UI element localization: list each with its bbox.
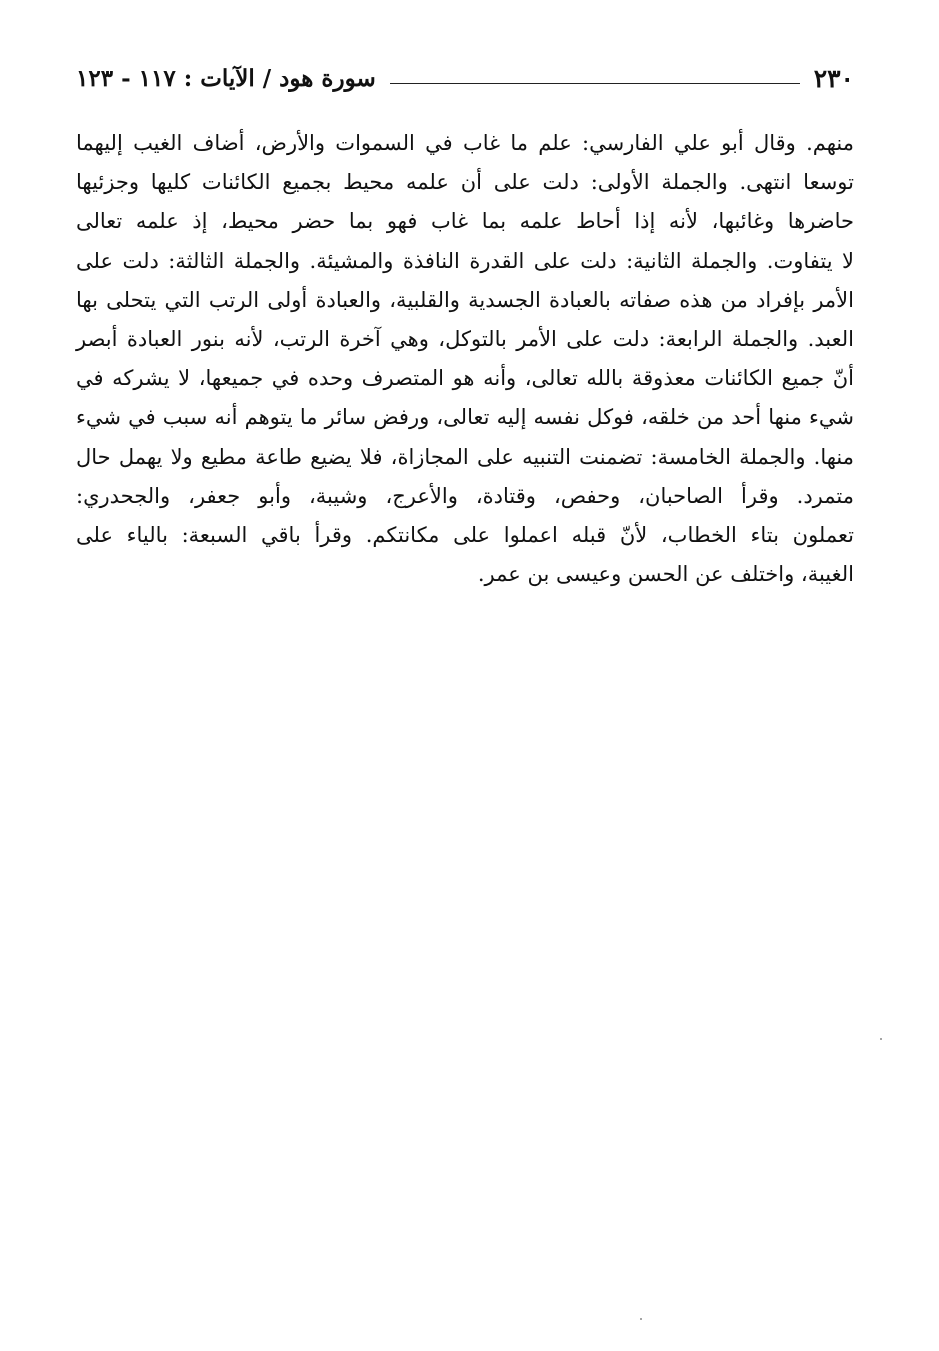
text-line: أنّ جميع الكائنات معذوقة بالله تعالى، وأنه هو المتصرف وحده في جميعها، لا يشركه في xyxy=(76,366,854,391)
text-line: شيء منها أحد من خلقه، فوكل نفسه إليه تعالى، ورفض سائر ما يتوهم أنه سبب في شيء xyxy=(76,405,854,430)
text-line: الغيبة، واختلف عن الحسن وعيسى بن عمر. xyxy=(477,562,854,587)
text-line: تعملون بتاء الخطاب، لأنّ قبله اعملوا على مكانتكم. وقرأ باقي السبعة: بالياء على xyxy=(76,522,854,547)
text-line: منها. والجملة الخامسة: تضمنت التنبيه على المجازاة، فلا يضيع طاعة مطيع ولا يهمل حال xyxy=(76,444,854,469)
text-line: حاضرها وغائبها، لأنه إذا أحاط علمه بما غاب فهو بما حضر محيط، إذ علمه تعالى xyxy=(76,209,854,234)
text-line: متمرد. وقرأ الصاحبان، وحفص، وقتادة، والأعرج، وشيبة، وأبو جعفر، والجحدري: xyxy=(76,483,854,508)
running-header xyxy=(76,58,854,98)
text-line: الأمر بإفراد من هذه صفاته بالعبادة الجسدية والقلبية، والعبادة أولى الرتب التي يتحلى بها xyxy=(76,287,854,312)
header-rule xyxy=(390,83,800,84)
text-line: العبد. والجملة الرابعة: دلت على الأمر بالتوكل، وهي آخرة الرتب، لأنه بنور العبادة أبصر xyxy=(76,326,854,351)
page-number: ٢٣٠ xyxy=(813,63,854,93)
text-line: توسعا انتهى. والجملة الأولى: دلت على أن علمه محيط بجميع الكائنات كليها وجزئيها xyxy=(76,170,854,195)
text-line: منهم. وقال أبو علي الفارسي: علم ما غاب في السموات والأرض، أضاف الغيب إليهما xyxy=(76,131,854,155)
header-title: سورة هود / الآيات : ١١٧ - ١٢٣ xyxy=(76,64,376,92)
body-text xyxy=(76,124,854,594)
scan-speck xyxy=(640,1318,642,1320)
text-line: لا يتفاوت. والجملة الثانية: دلت على القدرة النافذة والمشيئة. والجملة الثالثة: دلت على xyxy=(76,248,854,273)
scan-speck xyxy=(880,1038,882,1040)
